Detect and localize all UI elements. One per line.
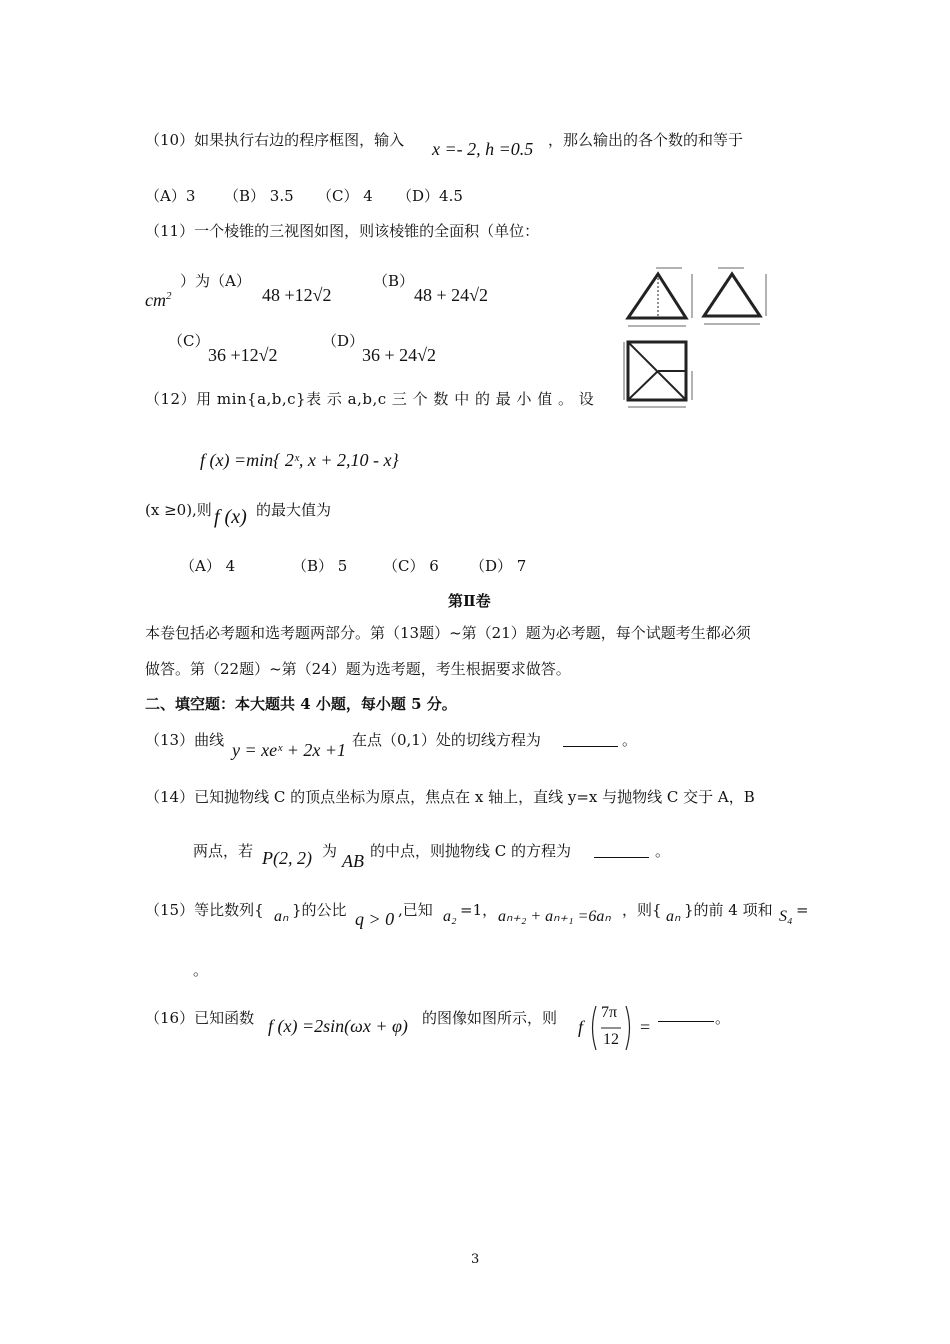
q11-option-a: 48 +12√2	[262, 285, 332, 305]
q16-f: f	[578, 1017, 584, 1037]
front-view-triangle	[628, 274, 686, 318]
q12-condition: (x ≥0),则	[145, 501, 212, 519]
q16-numerator: 7π	[601, 1004, 618, 1021]
section-intro-1: 本卷包括必考题和选考题两部分。第（13题）~第（21）题为必考题，每个试题考生都必须	[145, 624, 751, 642]
side-view-triangle	[704, 274, 760, 316]
q15-text3: ,已知	[398, 901, 433, 919]
q15-s4: S₄	[779, 908, 793, 925]
q16-denominator: 12	[603, 1031, 619, 1048]
q15-an-2: aₙ	[666, 908, 681, 925]
q15-text: （15）等比数列{	[145, 901, 264, 919]
q13-text2: 在点（0,1）处的切线方程为	[352, 731, 541, 749]
fill-in-heading: 二、填空题：本大题共 4 小题，每小题 5 分。	[145, 695, 457, 713]
q11-option-b: 48 + 24√2	[414, 285, 489, 305]
q14-end: 。	[655, 842, 671, 860]
q12-option-a: （A） 4	[180, 557, 236, 575]
q16-equals: =	[640, 1017, 651, 1037]
q14-point: P(2, 2)	[262, 848, 312, 868]
q13-text: （13）曲线	[145, 731, 225, 749]
q16-text: （16）已知函数	[145, 1009, 255, 1027]
q10-option-b: （B） 3.5	[224, 187, 294, 205]
q10-option-c: （C） 4	[317, 187, 373, 205]
page-number: 3	[471, 1252, 480, 1267]
q11-text2: ）为（A）	[180, 272, 251, 290]
q11-unit: $cm^2$	[145, 290, 172, 310]
q12-formula: f (x) =min{ 2ˣ, x + 2,10 - x}	[200, 450, 399, 470]
q16-function: f (x) =2sin(ωx + φ)	[268, 1016, 408, 1036]
q10-option-d: （D）4.5	[397, 187, 463, 205]
q13-math: y = xeˣ + 2x +1	[232, 740, 346, 760]
q11-option-d: 36 + 24√2	[362, 345, 437, 365]
q15-an: aₙ	[274, 908, 289, 925]
q15-text6: }的前 4 项和	[684, 901, 773, 919]
q11-option-c: 36 +12√2	[208, 345, 278, 365]
q12-fx: f (x)	[214, 506, 247, 528]
section-title: 第Ⅱ卷	[448, 592, 491, 610]
q15-text4: =1，	[460, 901, 498, 919]
q11-label-d: （D）	[322, 332, 365, 350]
q15-end: 。	[193, 961, 209, 979]
q15-text5: ，则{	[622, 901, 662, 919]
q10-text: （10）如果执行右边的程序框图，输入	[145, 131, 405, 149]
q15-q: q > 0	[355, 909, 395, 929]
q15-text2: }的公比	[292, 901, 347, 919]
q14-text4: 的中点，则抛物线 C 的方程为	[370, 842, 572, 860]
q16-end: 。	[715, 1009, 731, 1027]
q14-text: （14）已知抛物线 C 的顶点坐标为原点，焦点在 x 轴上，直线 y=x 与抛物线 C 交于 A，B	[145, 788, 755, 806]
q15-equals: =	[796, 901, 809, 919]
q10-math: x =- 2, h =0.5	[432, 139, 534, 159]
q10-text2: ，那么输出的各个数的和等于	[548, 131, 744, 149]
q12-option-d: （D） 7	[470, 557, 527, 575]
q12-text2: 的最大值为	[256, 501, 332, 519]
q12-text: （12）用 min{a,b,c}表 示 a,b,c 三 个 数 中 的 最 小 值 。 设	[145, 390, 595, 408]
q10-option-a: （A）3	[145, 187, 196, 205]
q14-segment: AB	[342, 851, 364, 871]
q15-a2: a₂	[443, 908, 457, 925]
q12-option-c: （C） 6	[383, 557, 439, 575]
q13-answer-blank	[563, 732, 618, 747]
q12-option-b: （B） 5	[292, 557, 348, 575]
q16-text2: 的图像如图所示，则	[422, 1009, 558, 1027]
q11-label-b: （B）	[373, 272, 415, 290]
q16-answer-line	[658, 1021, 714, 1022]
q15-recurrence: aₙ₊₂ + aₙ₊₁ =6aₙ	[498, 908, 611, 925]
section-intro-2: 做答。第（22题）~第（24）题为选考题，考生根据要求做答。	[145, 660, 571, 678]
q14-answer-blank	[594, 843, 649, 858]
q11-label-c: （C）	[168, 332, 210, 350]
q14-text3: 为	[322, 842, 338, 860]
three-views-figure	[622, 262, 774, 412]
q11-text: （11）一个棱锥的三视图如图，则该棱锥的全面积（单位：	[145, 222, 540, 240]
q13-end: 。	[622, 731, 638, 749]
q14-text2: 两点，若	[193, 842, 254, 860]
